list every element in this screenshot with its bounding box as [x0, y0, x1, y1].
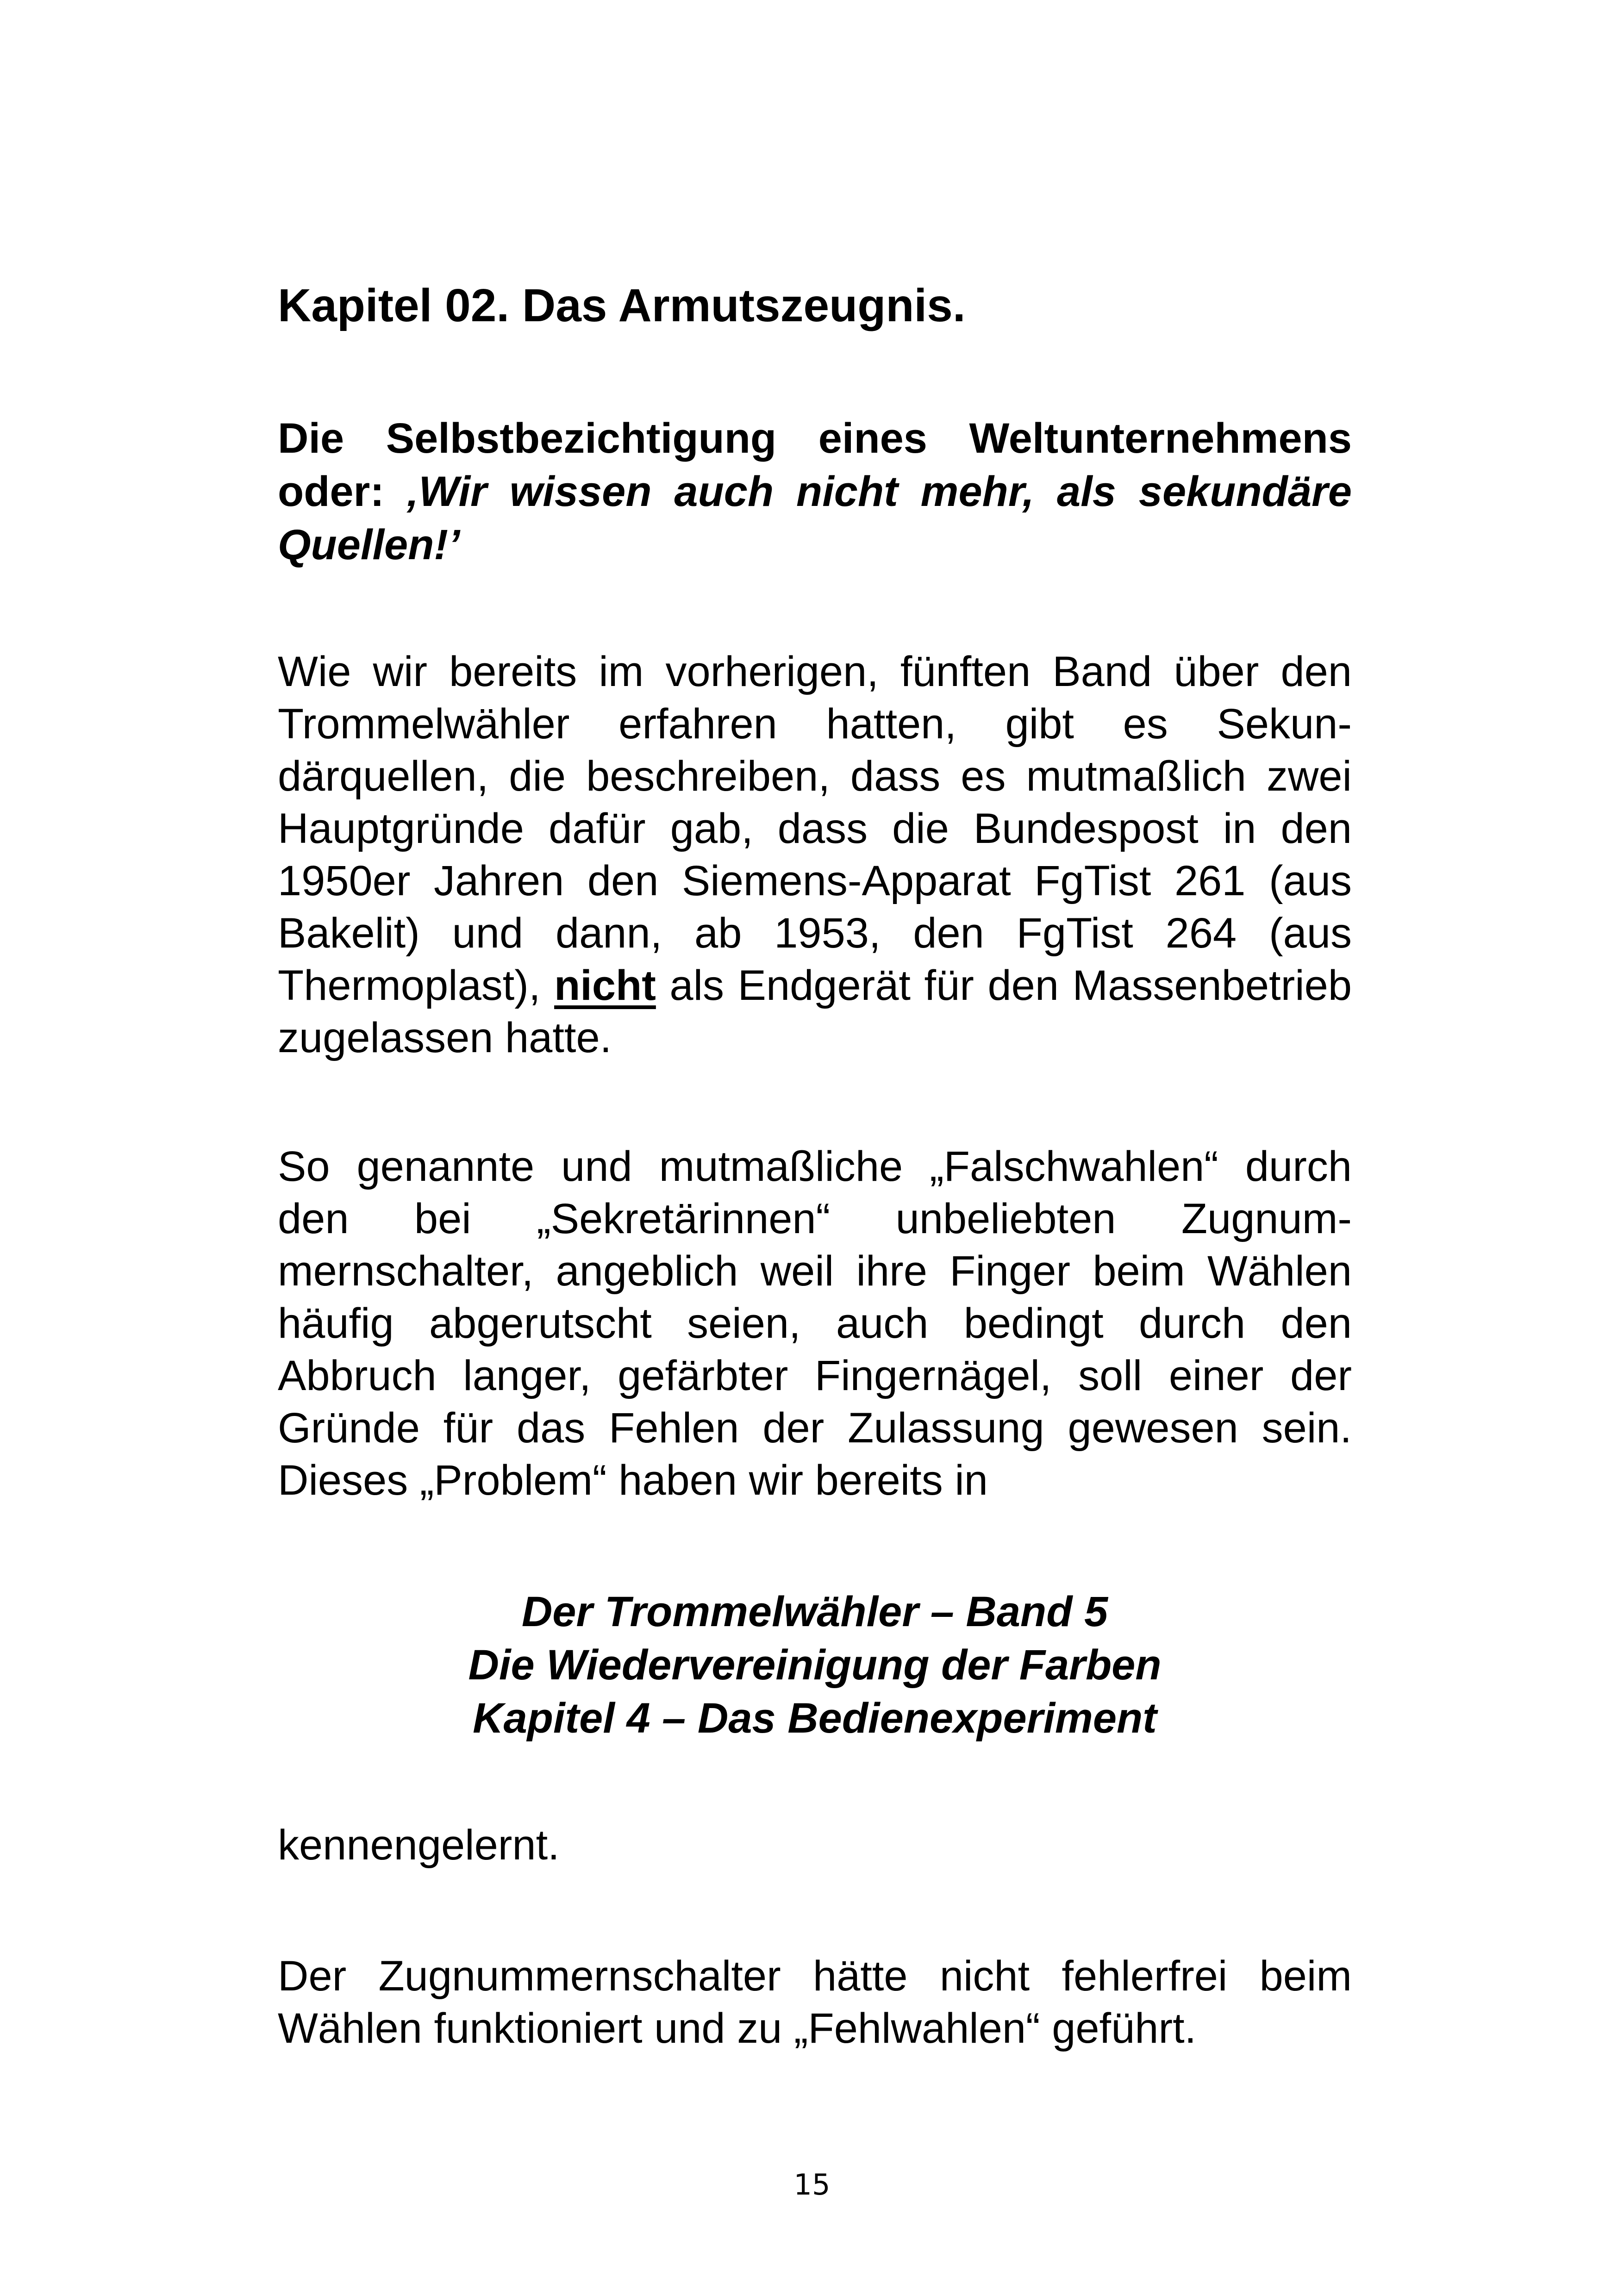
- book-reference-line-2: Die Wiedervereinigung der Farben: [468, 1641, 1162, 1689]
- book-reference: [278, 1585, 1352, 1745]
- paragraph-1-after: als Endgerät für den Massenbetrieb zugelassen hatte.: [278, 962, 1352, 1061]
- paragraph-1-emphasis: nicht: [554, 962, 656, 1009]
- paragraph-3: kennengelernt.: [278, 1821, 560, 1869]
- subtitle-lead: Die Selbstbezichtigung eines Weltunternehmens oder:: [278, 415, 1352, 515]
- page-content: [278, 278, 1352, 2055]
- chapter-title: Kapitel 02. Das Armutszeugnis.: [278, 280, 966, 331]
- paragraph-1-before: Wie wir bereits im vorherigen, fünften Band über den Trommelwähler erfahren hatten, gibt es Sekundärquellen, die beschreiben, dass es mutmaßlich zwei Hauptgründe dafür gab, dass die Bundespost in den 1950er Jahren den Siemens-Apparat FgTist 261 (aus Bakelit) und dann, ab 1953, den FgTist 264 (aus Thermoplast),: [278, 648, 1352, 1009]
- paragraph-2: So genannte und mutmaßliche „Falschwahlen“ durch den bei „Sekretärinnen“ unbeliebten Zugnummernschalter, angeblich weil ihre Finger beim Wählen häufig abgerutscht seien, auch bedingt durch den Abbruch langer, gefärbter Fingernägel, soll einer der Gründe für das Fehlen der Zulassung gewesen sein. Dieses „Problem“ haben wir bereits in: [278, 1143, 1352, 1504]
- paragraph-1: [278, 646, 1352, 1064]
- book-reference-line-3: Kapitel 4 – Das Bedienexperiment: [473, 1695, 1157, 1742]
- subtitle-quote: ‚Wir wissen auch nicht mehr, als sekundäre Quellen!’: [278, 468, 1352, 568]
- chapter-subtitle: [278, 412, 1352, 572]
- paragraph-4: Der Zugnummernschalter hätte nicht fehlerfrei beim Wählen funktioniert und zu „Fehlwahlen“ geführt.: [278, 1952, 1352, 2052]
- page-number: 15: [793, 2168, 831, 2201]
- book-reference-line-1: Der Trommelwähler – Band 5: [521, 1588, 1108, 1635]
